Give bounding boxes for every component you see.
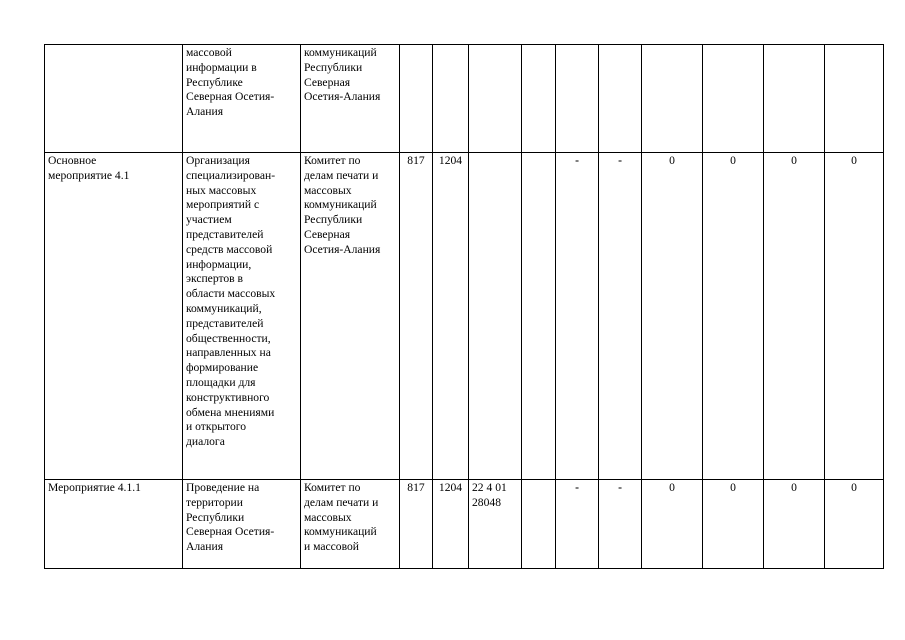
value-cell-6: 0	[825, 480, 884, 569]
value-cell-6	[825, 45, 884, 153]
measure-description-cell: массовой информации в Республике Северная Осетия- Алания	[183, 45, 301, 153]
value-cell-1: -	[556, 153, 599, 480]
measure-name-cell	[45, 45, 183, 153]
program-measures-table	[44, 44, 884, 569]
executor-cell: коммуникаций Республики Северная Осетия-Алания	[301, 45, 400, 153]
value-cell-4: 0	[703, 153, 764, 480]
table-row	[45, 480, 884, 569]
section-code-cell: 1204	[433, 153, 469, 480]
value-cell-5: 0	[764, 153, 825, 480]
value-cell-5	[764, 45, 825, 153]
value-cell-5: 0	[764, 480, 825, 569]
expense-type-cell	[522, 45, 556, 153]
section-code-cell: 1204	[433, 480, 469, 569]
value-cell-1	[556, 45, 599, 153]
measure-description-cell: Организация специализирован- ных массовых мероприятий с участием представителей средств массовой информации, экспертов в области массовых коммуникаций, представителей общественности, направленных на формирование площадки для конструктивного обмена мнениями и открытого диалога	[183, 153, 301, 480]
grbs-code-cell: 817	[400, 480, 433, 569]
target-article-cell	[469, 45, 522, 153]
grbs-code-cell: 817	[400, 153, 433, 480]
section-code-cell	[433, 45, 469, 153]
value-cell-2: -	[599, 153, 642, 480]
value-cell-2	[599, 45, 642, 153]
value-cell-6: 0	[825, 153, 884, 480]
expense-type-cell	[522, 480, 556, 569]
target-article-cell: 22 4 01 28048	[469, 480, 522, 569]
value-cell-2: -	[599, 480, 642, 569]
measure-description-cell: Проведение на территории Республики Северная Осетия- Алания	[183, 480, 301, 569]
value-cell-4: 0	[703, 480, 764, 569]
grbs-code-cell	[400, 45, 433, 153]
measure-name-cell: Мероприятие 4.1.1	[45, 480, 183, 569]
table-row	[45, 45, 884, 153]
value-cell-3	[642, 45, 703, 153]
executor-cell: Комитет по делам печати и массовых коммуникаций Республики Северная Осетия-Алания	[301, 153, 400, 480]
target-article-cell	[469, 153, 522, 480]
table-row	[45, 153, 884, 480]
value-cell-3: 0	[642, 153, 703, 480]
executor-cell: Комитет по делам печати и массовых коммуникаций и массовой	[301, 480, 400, 569]
value-cell-1: -	[556, 480, 599, 569]
expense-type-cell	[522, 153, 556, 480]
value-cell-4	[703, 45, 764, 153]
measure-name-cell: Основное мероприятие 4.1	[45, 153, 183, 480]
value-cell-3: 0	[642, 480, 703, 569]
